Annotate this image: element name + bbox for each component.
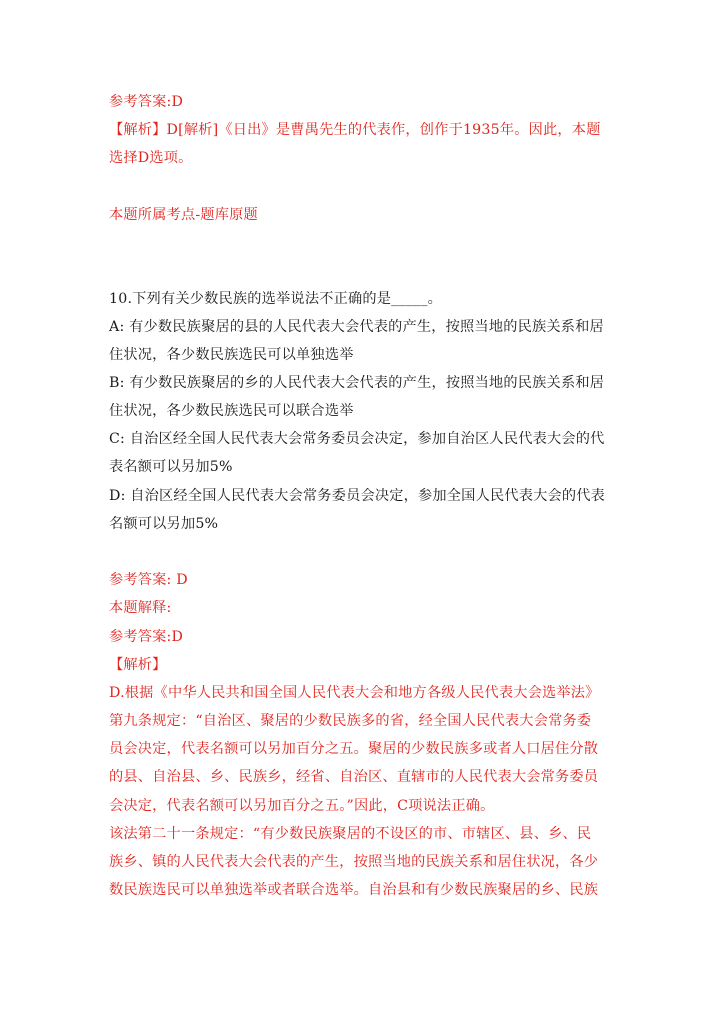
option-line: C: 自治区经全国人民代表大会常务委员会决定，参加自治区人民代表大会的代 <box>109 431 605 447</box>
analysis-line: 该法第二十一条规定：“有少数民族聚居的不设区的市、市辖区、县、乡、民 <box>109 826 592 842</box>
explain-label: 本题解释: <box>109 600 172 616</box>
option-line: 表名额可以另加5% <box>109 459 233 475</box>
prev-analysis-line: 选择D选项。 <box>109 150 193 166</box>
option-line: B: 有少数民族聚居的乡的人民代表大会代表的产生，按照当地的民族关系和居 <box>109 375 605 391</box>
option-line: D: 自治区经全国人民代表大会常务委员会决定，参加全国人民代表大会的代表 <box>109 488 606 504</box>
prev-analysis-line: 【解析】D[解析]《日出》是曹禺先生的代表作，创作于1935年。因此，本题 <box>109 122 601 138</box>
analysis-label: 【解析】 <box>109 657 167 673</box>
analysis-line: 第九条规定：“自治区、聚居的少数民族多的省，经全国人民代表大会常务委 <box>109 713 592 729</box>
analysis-line: 员会决定，代表名额可以另加百分之五。聚居的少数民族多或者人口居住分散 <box>109 741 599 757</box>
analysis-line: D.根据《中华人民共和国全国人民代表大会和地方各级人民代表大会选举法》 <box>109 685 600 701</box>
analysis-line: 族乡、镇的人民代表大会代表的产生，按照当地的民族关系和居住状况，各少 <box>109 854 599 870</box>
question-stem: 10.下列有关少数民族的选举说法不正确的是_____。 <box>109 291 442 307</box>
option-line: 名额可以另加5% <box>109 516 219 532</box>
analysis-line: 数民族选民可以单独选举或者联合选举。自治县和有少数民族聚居的乡、民族 <box>109 882 599 898</box>
prev-answer-line: 参考答案:D <box>109 94 184 110</box>
option-line: A: 有少数民族聚居的县的人民代表大会代表的产生，按照当地的民族关系和居 <box>109 319 604 335</box>
prev-category: 本题所属考点-题库原题 <box>109 207 258 223</box>
answer-line: 参考答案: D <box>109 572 188 588</box>
analysis-line: 会决定，代表名额可以另加百分之五。”因此，C项说法正确。 <box>109 798 495 814</box>
option-line: 住状况，各少数民族选民可以单独选举 <box>109 347 354 363</box>
analysis-line: 的县、自治县、乡、民族乡，经省、自治区、直辖市的人民代表大会常务委员 <box>109 769 599 785</box>
option-line: 住状况，各少数民族选民可以联合选举 <box>109 403 354 419</box>
answer-line: 参考答案:D <box>109 629 184 645</box>
